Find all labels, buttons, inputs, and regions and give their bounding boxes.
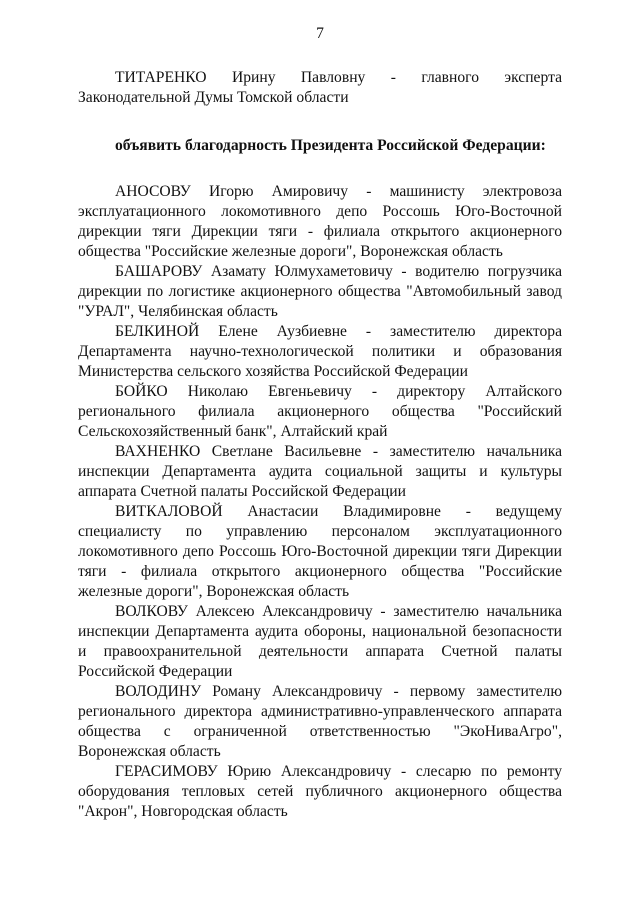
awardee-entry: ВАХНЕНКО Светлане Васильевне - заместителю начальника инспекции Департамента аудита социальной защиты и культуры аппарата Счетной палаты Российской Федерации <box>78 443 562 500</box>
document-body <box>78 68 562 822</box>
awardee-entry: БЕЛКИНОЙ Елене Аузбиевне - заместителю директора Департамента научно-технологической политики и образования Министерства сельского хозяйства Российской Федерации <box>78 323 562 380</box>
awardee-entry: ВОЛКОВУ Алексею Александровичу - заместителю начальника инспекции Департамента аудита обороны, национальной безопасности и правоохранительной деятельности аппарата Счетной палаты Российской Федерации <box>78 603 562 680</box>
intro-entry: ТИТАРЕНКО Ирину Павловну - главного эксперта Законодательной Думы Томской области <box>78 69 562 106</box>
awardee-entry: ГЕРАСИМОВУ Юрию Александровичу - слесарю по ремонту оборудования тепловых сетей публичного акционерного общества "Акрон", Новгородская область <box>78 763 562 820</box>
awardee-entry: АНОСОВУ Игорю Амировичу - машинисту электровоза эксплуатационного локомотивного депо Россошь Юго-Восточной дирекции тяги Дирекции тяги - филиала открытого акционерного общества "Российские железные дороги", Воронежская область <box>78 183 562 260</box>
awardee-entry: БАШАРОВУ Азамату Юлмухаметовичу - водителю погрузчика дирекции по логистике акционерного общества "Автомобильный завод "УРАЛ", Челябинская область <box>78 263 562 320</box>
section-heading: объявить благодарность Президента Российской Федерации: <box>115 137 546 154</box>
page-number: 7 <box>316 25 324 42</box>
awardee-entry: ВИТКАЛОВОЙ Анастасии Владимировне - ведущему специалисту по управлению персоналом эксплуатационного локомотивного депо Россошь Юго-Восточной дирекции тяги Дирекции тяги - филиала открытого акционерного общества "Российские железные дороги", Воронежская область <box>78 503 562 600</box>
awardee-list <box>78 182 562 822</box>
awardee-entry: ВОЛОДИНУ Роману Александровичу - первому заместителю регионального директора административно-управленческого аппарата общества с ограниченной ответственностью "ЭкоНиваАгро", Воронежская область <box>78 683 562 760</box>
awardee-entry: БОЙКО Николаю Евгеньевичу - директору Алтайского регионального филиала акционерного общества "Российский Сельскохозяйственный банк", Алтайский край <box>78 383 562 440</box>
